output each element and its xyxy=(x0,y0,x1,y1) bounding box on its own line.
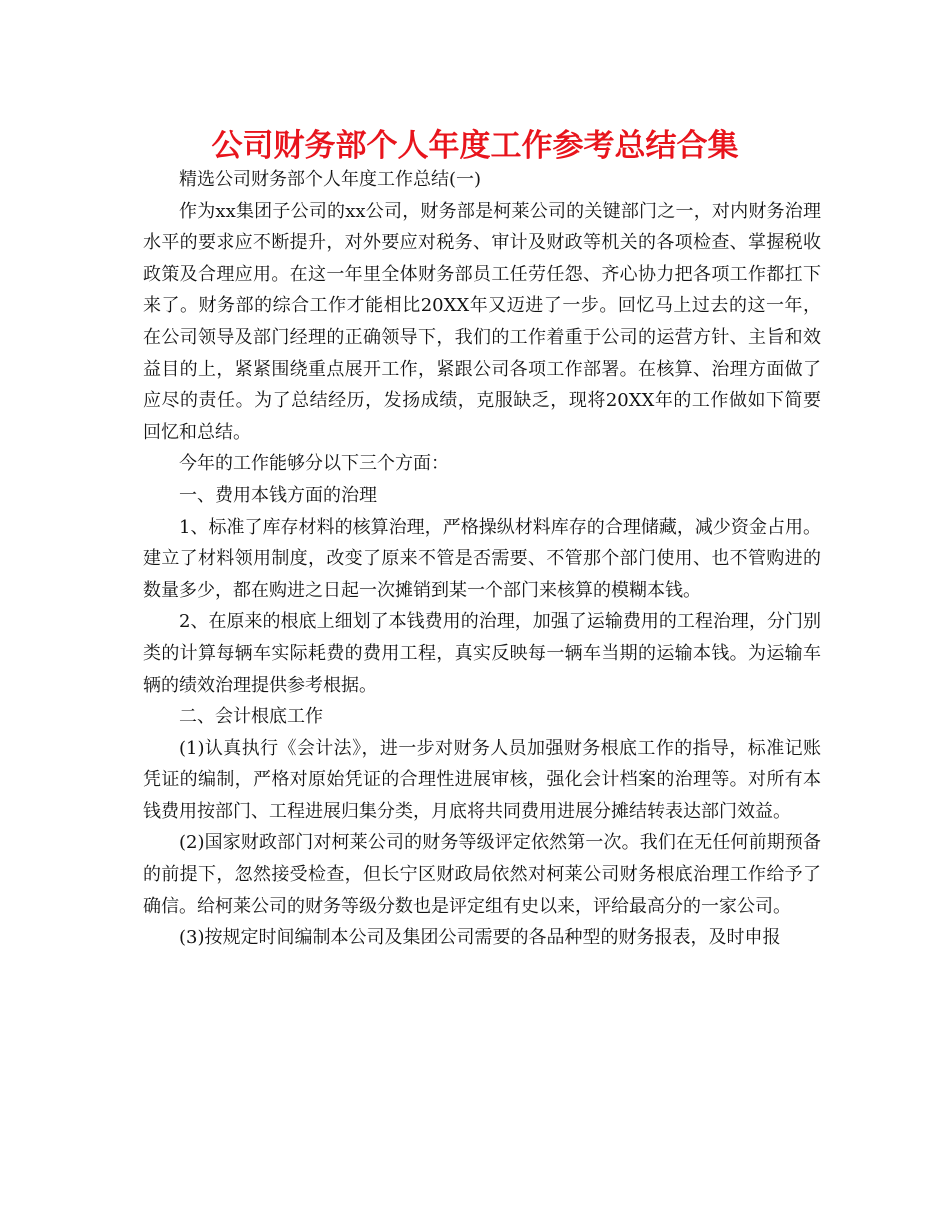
cost-item-2-paragraph: 2、在原来的根底上细划了本钱费用的治理，加强了运输费用的工程治理，分门别类的计算每辆车实际耗费的费用工程，真实反映每一辆车当期的运输本钱。为运输车辆的绩效治理提供参考根据。 xyxy=(143,611,821,696)
document-body xyxy=(143,164,821,954)
section-heading-accounting: 二、会计根底工作 xyxy=(179,706,323,728)
cost-item-1-paragraph: 1、标准了库存材料的核算治理，严格操纵材料库存的合理储藏，减少资金占用。建立了材料领用制度，改变了原来不管是否需要、不管那个部门使用、也不管购进的数量多少，都在购进之日起一次摊销到某一个部门来核算的模糊本钱。 xyxy=(143,516,821,601)
accounting-item-1-paragraph: (1)认真执行《会计法》，进一步对财务人员加强财务根底工作的指导，标准记账凭证的编制，严格对原始凭证的合理性进展审核，强化会计档案的治理等。对所有本钱费用按部门、工程进展归集分类，月底将共同费用进展分摊结转表达部门效益。 xyxy=(143,737,821,822)
accounting-item-2-paragraph: (2)国家财政部门对柯莱公司的财务等级评定依然第一次。我们在无任何前期预备的前提下，忽然接受检查，但长宁区财政局依然对柯莱公司财务根底治理工作给予了确信。给柯莱公司的财务等级分数也是评定组有史以来，评给最高分的一家公司。 xyxy=(143,832,821,917)
section-heading-cost: 一、费用本钱方面的治理 xyxy=(179,484,377,506)
intro-paragraph: 作为xx集团子公司的xx公司，财务部是柯莱公司的关键部门之一，对内财务治理水平的要求应不断提升，对外要应对税务、审计及财政等机关的各项检查、掌握税收政策及合理应用。在这一年里全体财务部员工任劳任怨、齐心协力把各项工作都扛下来了。财务部的综合工作才能相比20XX年又迈进了一步。回忆马上过去的这一年，在公司领导及部门经理的正确领导下，我们的工作着重于公司的运营方针、主旨和效益目的上，紧紧围绕重点展开工作，紧跟公司各项工作部署。在核算、治理方面做了应尽的责任。为了总结经历，发扬成绩，克服缺乏，现将20XX年的工作做如下简要回忆和总结。 xyxy=(143,200,821,443)
accounting-item-3-paragraph: (3)按规定时间编制本公司及集团公司需要的各品种型的财务报表，及时申报 xyxy=(179,927,781,949)
document-title: 公司财务部个人年度工作参考总结合集 xyxy=(211,128,739,164)
subtitle-paragraph: 精选公司财务部个人年度工作总结(一) xyxy=(179,169,482,190)
overview-paragraph: 今年的工作能够分以下三个方面： xyxy=(179,453,449,475)
